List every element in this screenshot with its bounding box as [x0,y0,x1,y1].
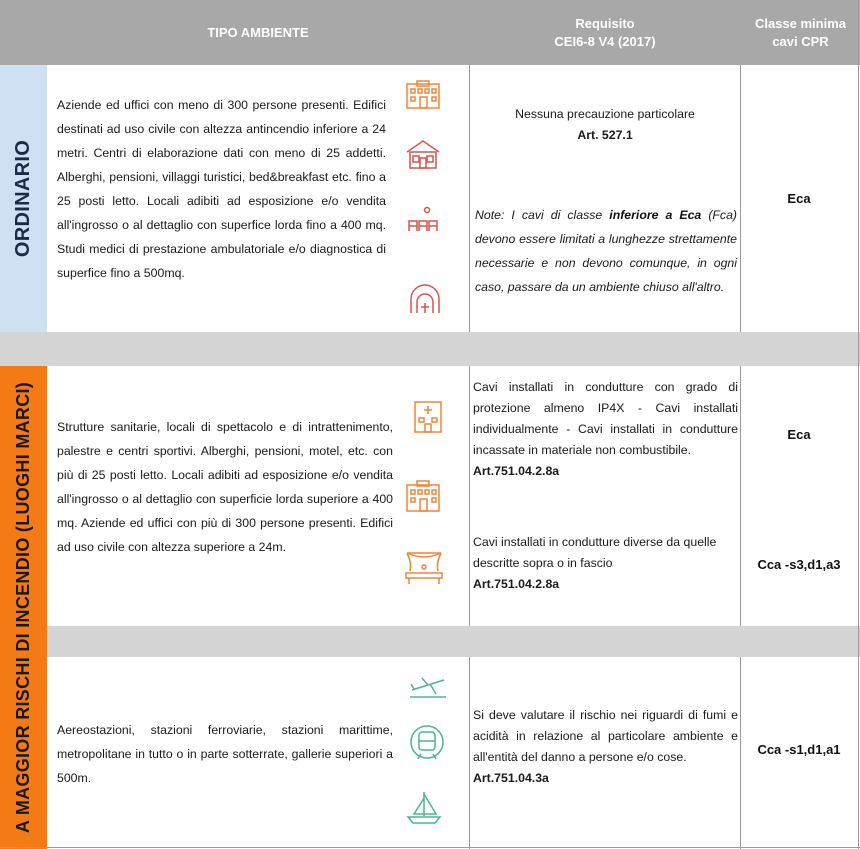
header-requisito [469,0,741,65]
grid-line [469,366,470,626]
section-label-maggior-rischio [0,366,47,849]
house-icon [405,138,441,170]
maggior-req2-text: Cavi installati in condutture diverse da quelle descritte sopra o in fascio [473,535,717,570]
theater-seats-icon [407,205,441,237]
maggior-group2-req-article: Art.751.04.3a [473,771,549,785]
table-header [0,0,860,65]
ordinario-req-title: Nessuna precauzione particolare [515,107,695,121]
maggior-group2-description: Aereostazioni, stazioni ferroviarie, stazioni marittime, metropolitane in tutto o in parte sotterrate, gallerie superiori a 500m. [57,723,393,785]
maggior-req2 [473,532,738,595]
header-classe-line1: Classe minima [754,15,847,31]
header-tipo-ambiente-label: TIPO AMBIENTE [207,24,309,40]
header-tipo-ambiente [47,0,469,65]
header-classe-line2: cavi CPR [772,33,829,49]
header-classe [741,0,860,65]
stage-icon [404,549,444,587]
separator-row-1 [0,332,860,366]
header-requisito-line2: CEI6-8 V4 (2017) [554,33,656,49]
maggior-group2-req [473,705,738,789]
hospital-icon [412,398,444,434]
header-spacer [0,0,47,65]
ordinario-note [475,203,737,299]
maggior-classe2: Cca -s3,d1,a3 [757,557,841,572]
section-label-ordinario [0,65,47,332]
ordinario-label-text: ORDINARIO [12,139,34,258]
separator-row-2 [47,626,860,657]
ship-icon [404,788,444,828]
header-requisito-line1: Requisito [575,15,635,31]
train-icon [409,724,445,764]
maggior-req1 [473,377,738,482]
hotel-icon [405,80,441,110]
maggior-req2-article: Art.751.04.2.8a [473,577,560,591]
ordinario-note-prefix: Note: I cavi di classe [475,208,610,222]
maggior-req1-article: Art.751.04.2.8a [473,464,560,478]
ordinario-note-rest: (Fca) devono essere limitati a lunghezze strettamente necessarie e non devono comunque, in ogni caso, passare da un ambiente chiuso all'altro. [475,208,738,294]
ordinario-note-bold: inferiore a Eca [609,208,702,222]
ordinario-classe: Eca [787,191,811,206]
grid-line [858,0,859,849]
ordinario-requisito [470,104,740,146]
airplane-icon [408,674,448,700]
maggior-group2-req-text: Si deve valutare il rischio nei riguardi di fumi e acidità in relazione al particolare ambiente e all'entità del danno a persone e/o cose. [473,708,738,764]
tunnel-icon [408,283,442,315]
ordinario-description: Aziende ed uffici con meno di 300 persone presenti. Edifici destinati ad uso civile con altezza antincendio inferiore a 24 metri. Centri di elaborazione dati con meno di 25 addetti. Alberghi, pensioni, villaggi turistici, bed&breakfast etc. fino a 25 posti letto. Locali adibiti ad esposizione e/o vendita all'ingrosso o al dettaglio con superfice lorda fino a 400 mq. Studi medici di prestazione ambulatoriale e/o diagnostica di superfice fino a 500mq. [57,98,386,280]
maggior-classe1: Eca [787,427,811,442]
maggior-group2-classe: Cca -s1,d1,a1 [757,742,841,757]
maggior-label-text: A MAGGIOR RISCHI DI INCENDIO (LUOGHI MARCI) [13,381,34,834]
grid-line [740,366,741,626]
ordinario-req-article: Art. 527.1 [577,128,633,142]
maggior-group1-description: Strutture sanitarie, locali di spettacolo e di intrattenimento, palestre e centri sportivi. Alberghi, pensioni, motel, etc. con più di 25 posti letto. Locali adibiti ad esposizione e/o vendita all'ingrosso o al dettaglio con superficie lorda superiore a 400 mq. Aziende ed uffici con più di 300 persone presenti. Edifici ad uso civile con altezza superiore a 24m. [57,420,393,554]
grid-line [469,657,470,849]
grid-line [0,847,860,848]
hotel-building-icon [405,479,441,513]
maggior-req1-text: Cavi installati in condutture con grado di protezione almeno IP4X - Cavi installati individualmente - Cavi installati in condutture incassate in materiale non combustibile. [473,380,738,457]
